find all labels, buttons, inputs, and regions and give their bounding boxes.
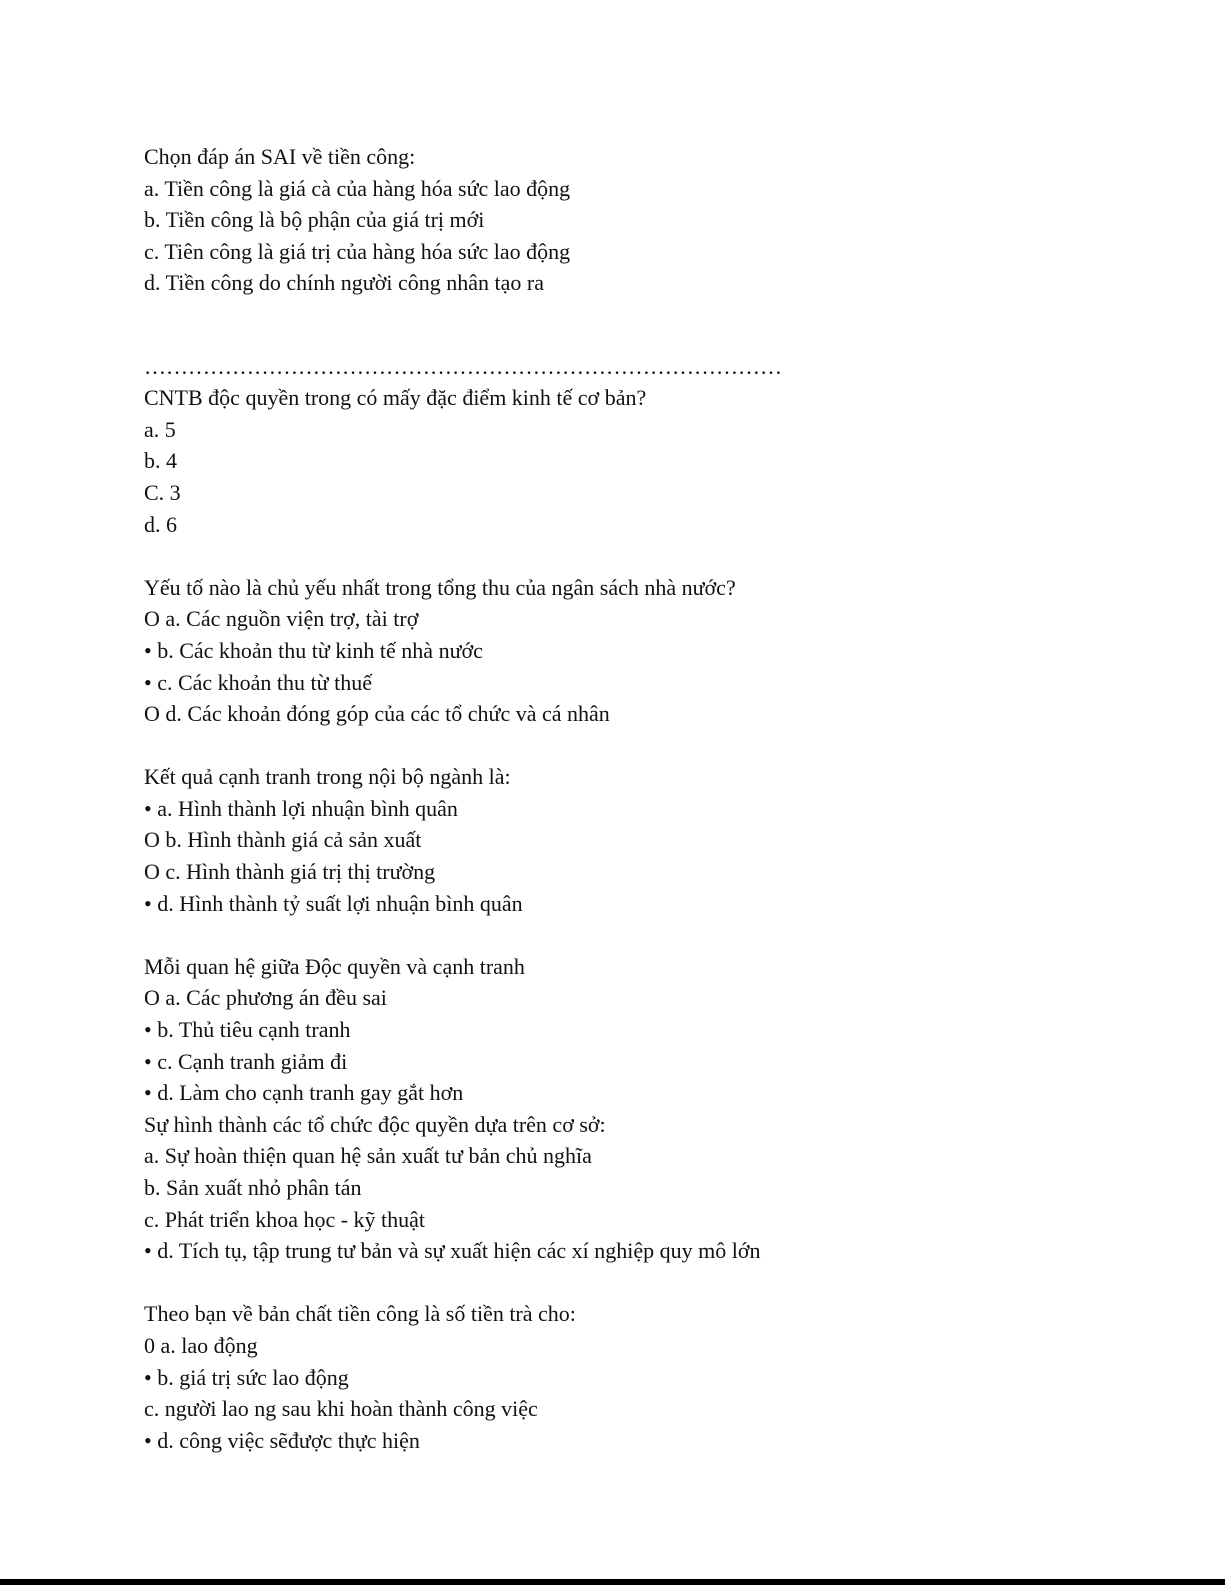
- answer-option: O d. Các khoản đóng góp của các tổ chức và cá nhân: [144, 701, 610, 727]
- question-prompt: Sự hình thành các tổ chức độc quyền dựa trên cơ sở:: [144, 1111, 606, 1137]
- answer-option: • c. Các khoản thu từ thuế: [144, 669, 372, 695]
- question-prompt: Kết quả cạnh tranh trong nội bộ ngành là:: [144, 764, 511, 790]
- answer-option: • d. Hình thành tỷ suất lợi nhuận bình quân: [144, 890, 523, 916]
- dotted-separator: ……………………………………………………………………………: [144, 353, 782, 379]
- answer-option: b. Tiền công là bộ phận của giá trị mới: [144, 207, 485, 233]
- answer-option: c. Phát triển khoa học - kỹ thuật: [144, 1206, 426, 1232]
- quiz-content: [144, 141, 1144, 1456]
- answer-option: • d. công việc sẽđược thực hiện: [144, 1427, 420, 1453]
- answer-option: b. Sản xuất nhỏ phân tán: [144, 1175, 362, 1200]
- spacer: [144, 331, 1144, 351]
- spacer: [144, 730, 1144, 762]
- answer-option: a. Sự hoàn thiện quan hệ sản xuất tư bản chủ nghĩa: [144, 1143, 592, 1169]
- answer-option: a. 5: [144, 416, 176, 442]
- question-prompt: Mỗi quan hệ giữa Độc quyền và cạnh tranh: [144, 953, 525, 979]
- answer-option: C. 3: [144, 479, 181, 505]
- answer-option: O a. Các nguồn viện trợ, tài trợ: [144, 606, 419, 632]
- answer-option: 0 a. lao động: [144, 1332, 258, 1358]
- answer-option: d. Tiền công do chính người công nhân tạo ra: [144, 270, 544, 296]
- answer-option: a. Tiền công là giá cà của hàng hóa sức lao động: [144, 175, 571, 201]
- spacer: [144, 919, 1144, 951]
- answer-option: • b. Các khoản thu từ kinh tế nhà nước: [144, 637, 483, 663]
- spacer: [144, 299, 1144, 331]
- answer-option: c. người lao ng sau khi hoàn thành công việc: [144, 1396, 538, 1422]
- spacer: [144, 1267, 1144, 1299]
- answer-option: • b. Thủ tiêu cạnh tranh: [144, 1017, 351, 1043]
- answer-option: • b. giá trị sức lao động: [144, 1364, 349, 1390]
- page-bottom-edge: [0, 1579, 1225, 1585]
- question-prompt: CNTB độc quyền trong có mấy đặc điểm kinh tế cơ bản?: [144, 385, 647, 411]
- spacer: [144, 540, 1144, 572]
- answer-option: • d. Tích tụ, tập trung tư bản và sự xuất hiện các xí nghiệp quy mô lớn: [144, 1238, 761, 1264]
- answer-option: • d. Làm cho cạnh tranh gay gắt hơn: [144, 1080, 464, 1106]
- answer-option: O b. Hình thành giá cả sản xuất: [144, 827, 422, 853]
- answer-option: O c. Hình thành giá trị thị trường: [144, 859, 436, 885]
- question-prompt: Chọn đáp án SAI về tiền công:: [144, 144, 416, 169]
- answer-option: d. 6: [144, 511, 177, 537]
- answer-option: O a. Các phương án đều sai: [144, 985, 387, 1011]
- question-prompt: Yếu tố nào là chủ yếu nhất trong tổng thu của ngân sách nhà nước?: [144, 574, 736, 600]
- answer-option: b. 4: [144, 448, 177, 474]
- answer-option: c. Tiên công là giá trị của hàng hóa sức lao động: [144, 238, 571, 264]
- answer-option: • a. Hình thành lợi nhuận bình quân: [144, 795, 458, 821]
- question-prompt: Theo bạn về bản chất tiền công là số tiền trà cho:: [144, 1301, 576, 1327]
- answer-option: • c. Cạnh tranh giảm đi: [144, 1048, 348, 1074]
